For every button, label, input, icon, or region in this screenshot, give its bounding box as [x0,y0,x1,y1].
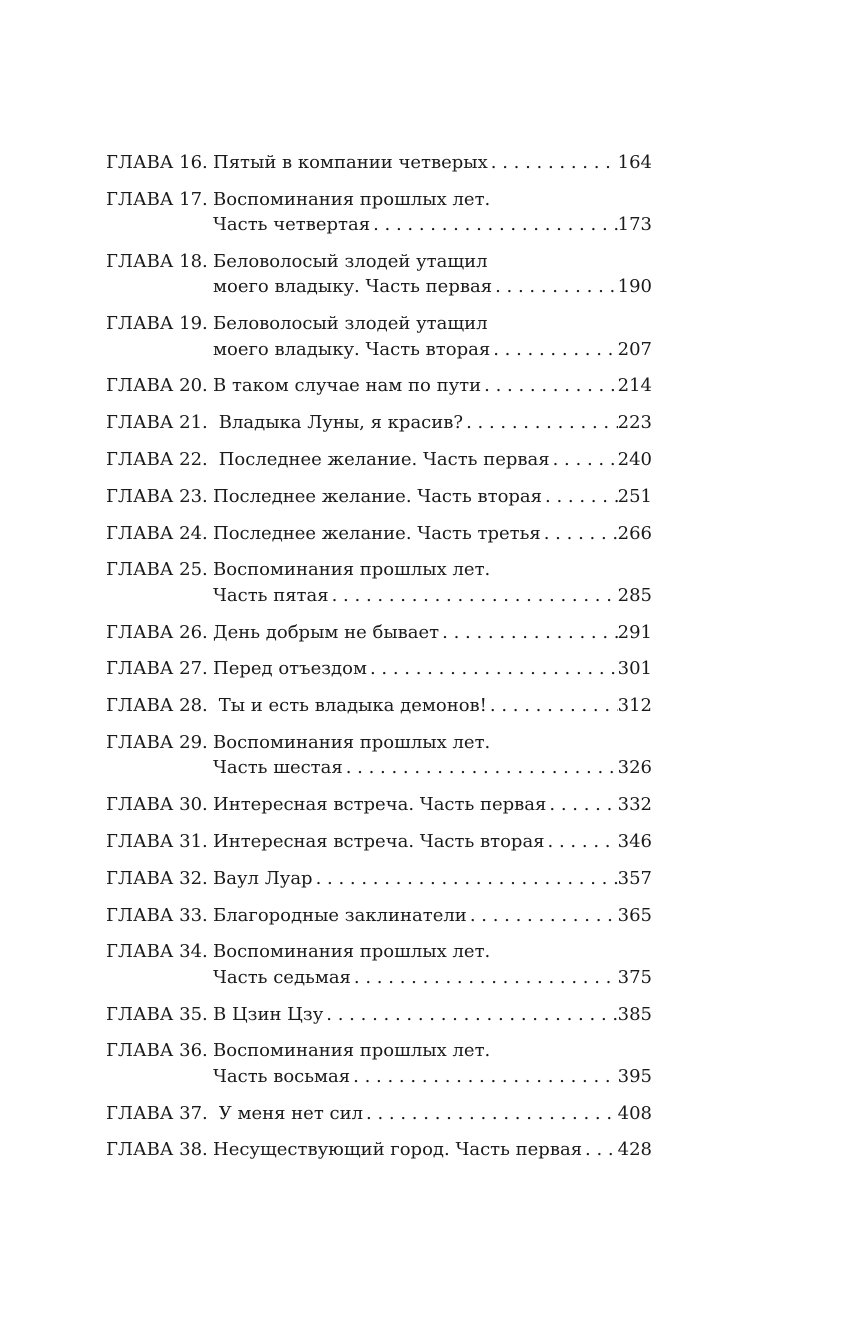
chapter-label: ГЛАВА 29. [106,731,208,753]
chapter-title: Ты и есть владыка демонов! [213,695,487,717]
chapter-title-block [213,1137,652,1162]
page-number: 164 [617,152,652,173]
chapter-title-final-line [213,693,652,718]
chapter-title: моего владыку. Часть вторая [213,338,491,360]
toc-entry[interactable] [106,903,652,928]
chapter-title-final-line [213,656,652,681]
page-number: 428 [617,1139,652,1161]
dot-leader [439,620,617,645]
page-number: 312 [617,695,652,717]
toc-entry[interactable] [106,1002,652,1027]
page-number: 357 [617,867,652,889]
chapter-title-final-line [213,410,652,435]
toc-entry[interactable] [106,557,652,608]
chapter-title-final-line [213,484,652,509]
chapter-title-block [213,311,652,362]
chapter-title-block [213,521,652,546]
dot-leader [467,903,618,928]
chapter-title-block [213,656,652,681]
dot-leader [363,1101,618,1126]
chapter-title-block [213,903,652,928]
chapter-title-block [213,792,652,817]
toc-entry[interactable] [106,792,652,817]
chapter-label: ГЛАВА 17. [106,188,208,210]
chapter-title-line: Воспоминания прошлых лет. [213,1040,491,1062]
chapter-title-final-line [213,1002,652,1027]
toc-entry[interactable] [106,693,652,718]
chapter-title-final-line [213,866,652,891]
chapter-title-block [213,1101,652,1126]
chapter-title: В таком случае нам по пути [213,375,482,397]
chapter-title: Интересная встреча. Часть вторая [213,830,545,852]
chapter-title: Владыка Луны, я красив? [213,412,464,434]
chapter-label: ГЛАВА 26. [106,621,208,643]
dot-leader [546,792,617,817]
chapter-title-final-line [213,1064,652,1089]
chapter-title-final-line [213,447,652,472]
chapter-title-final-line [213,274,652,299]
toc-entry[interactable] [106,249,652,300]
page-number: 301 [617,658,652,680]
page-number: 266 [617,522,652,544]
chapter-title: Часть пятая [213,584,329,606]
page-number: 223 [617,412,652,434]
chapter-title: Интересная встреча. Часть первая [213,794,547,816]
page-number: 326 [617,757,652,779]
toc-entry[interactable] [106,447,652,472]
chapter-label: ГЛАВА 28. [106,695,208,717]
chapter-label: ГЛАВА 24. [106,522,208,544]
chapter-title-block [213,187,652,238]
dot-leader [487,693,618,718]
dot-leader [367,656,618,681]
chapter-title-block [213,410,652,435]
chapter-title: Часть шестая [213,757,343,779]
chapter-title-block [213,866,652,891]
chapter-label: ГЛАВА 36. [106,1040,208,1062]
page-number: 251 [617,485,652,507]
page-number: 214 [617,375,652,397]
chapter-title-block [213,1038,652,1089]
toc-entry[interactable] [106,150,652,175]
chapter-label: ГЛАВА 22. [106,449,208,470]
dot-leader [463,410,618,435]
chapter-title-final-line [213,792,652,817]
chapter-title-final-line [213,337,652,362]
dot-leader [545,829,618,854]
chapter-title-final-line [213,583,652,608]
chapter-title-block [213,939,652,990]
dot-leader [351,965,618,990]
page-number: 291 [617,621,652,643]
page-number: 207 [617,338,652,360]
chapter-label: ГЛАВА 20. [106,375,208,397]
chapter-title-line: Беловолосый злодей утащил [213,313,488,335]
chapter-title-line: Беловолосый злодей утащил [213,251,488,272]
chapter-label: ГЛАВА 34. [106,941,208,963]
toc-entry[interactable] [106,521,652,546]
chapter-title-final-line [213,1137,652,1162]
page-number: 346 [617,830,652,852]
chapter-title: Несуществующий город. Часть первая [213,1139,583,1161]
toc-entry[interactable] [106,373,652,398]
chapter-label: ГЛАВА 27. [106,658,208,680]
chapter-title-final-line [213,620,652,645]
dot-leader [329,583,618,608]
dot-leader [370,212,618,237]
chapter-title-block [213,693,652,718]
dot-leader [481,373,618,398]
page-number: 365 [617,904,652,926]
chapter-title-block [213,249,652,300]
page-number: 395 [617,1065,652,1087]
dot-leader [490,337,617,362]
chapter-label: ГЛАВА 19. [106,313,208,335]
chapter-title-block [213,620,652,645]
chapter-label: ГЛАВА 21. [106,412,208,434]
chapter-title-block [213,829,652,854]
chapter-title-block [213,373,652,398]
chapter-title: У меня нет сил [213,1102,364,1124]
page-number: 285 [617,584,652,606]
chapter-label: ГЛАВА 33. [106,904,208,926]
chapter-title: Часть четвертая [213,214,371,236]
chapter-title: В Цзин Цзу [213,1003,324,1025]
chapter-title-block [213,484,652,509]
toc-entry[interactable] [106,1038,652,1089]
chapter-title: Последнее желание. Часть первая [213,449,550,470]
dot-leader [323,1002,617,1027]
chapter-title-line: Воспоминания прошлых лет. [213,188,491,210]
chapter-title-block [213,1002,652,1027]
chapter-title: Часть седьмая [213,966,351,988]
toc-entry[interactable] [106,730,652,781]
page-number: 385 [617,1003,652,1025]
toc-entry[interactable] [106,1101,652,1126]
chapter-title: моего владыку. Часть первая [213,276,493,298]
chapter-title: День добрым не бывает [213,621,440,643]
chapter-title-block [213,557,652,608]
chapter-title-line: Воспоминания прошлых лет. [213,941,491,963]
page-number: 332 [617,794,652,816]
chapter-label: ГЛАВА 31. [106,830,208,852]
table-of-contents [106,150,652,1174]
page-number: 240 [617,449,652,470]
dot-leader [582,1137,618,1162]
chapter-label: ГЛАВА 37. [106,1102,208,1124]
toc-entry[interactable] [106,620,652,645]
chapter-title-final-line [213,373,652,398]
dot-leader [542,484,618,509]
chapter-title-final-line [213,212,652,237]
toc-entry[interactable] [106,311,652,362]
dot-leader [492,274,618,299]
page-number: 408 [617,1102,652,1124]
chapter-title-final-line [213,829,652,854]
chapter-label: ГЛАВА 23. [106,485,208,507]
toc-entry[interactable] [106,1137,652,1162]
chapter-label: ГЛАВА 30. [106,794,208,816]
chapter-title: Благородные заклинатели [213,904,467,926]
chapter-label: ГЛАВА 16. [106,152,208,173]
chapter-title-final-line [213,150,652,175]
chapter-title-final-line [213,521,652,546]
toc-entry[interactable] [106,187,652,238]
dot-leader [488,150,618,175]
chapter-label: ГЛАВА 18. [106,251,208,272]
chapter-title: Перед отъездом [213,658,367,680]
chapter-title-line: Воспоминания прошлых лет. [213,559,491,581]
toc-entry[interactable] [106,410,652,435]
chapter-title-block [213,447,652,472]
dot-leader [550,447,618,472]
chapter-label: ГЛАВА 38. [106,1139,208,1161]
page-number: 190 [617,276,652,298]
chapter-title-block [213,150,652,175]
chapter-title: Часть восьмая [213,1065,351,1087]
toc-entry[interactable] [106,866,652,891]
chapter-title: Ваул Луар [213,867,313,889]
chapter-title: Последнее желание. Часть вторая [213,485,543,507]
chapter-title-final-line [213,965,652,990]
chapter-title-final-line [213,903,652,928]
page-number: 375 [617,966,652,988]
chapter-title-final-line [213,755,652,780]
page-number: 173 [617,214,652,236]
dot-leader [343,755,618,780]
dot-leader [350,1064,617,1089]
dot-leader [313,866,618,891]
chapter-label: ГЛАВА 32. [106,867,208,889]
toc-entry[interactable] [106,829,652,854]
chapter-title-block [213,730,652,781]
chapter-title: Пятый в компании четверых [213,152,488,173]
chapter-label: ГЛАВА 25. [106,559,208,581]
dot-leader [541,521,618,546]
toc-entry[interactable] [106,484,652,509]
toc-entry[interactable] [106,656,652,681]
chapter-title: Последнее желание. Часть третья [213,522,541,544]
toc-entry[interactable] [106,939,652,990]
chapter-label: ГЛАВА 35. [106,1003,208,1025]
chapter-title-line: Воспоминания прошлых лет. [213,731,491,753]
chapter-title-final-line [213,1101,652,1126]
